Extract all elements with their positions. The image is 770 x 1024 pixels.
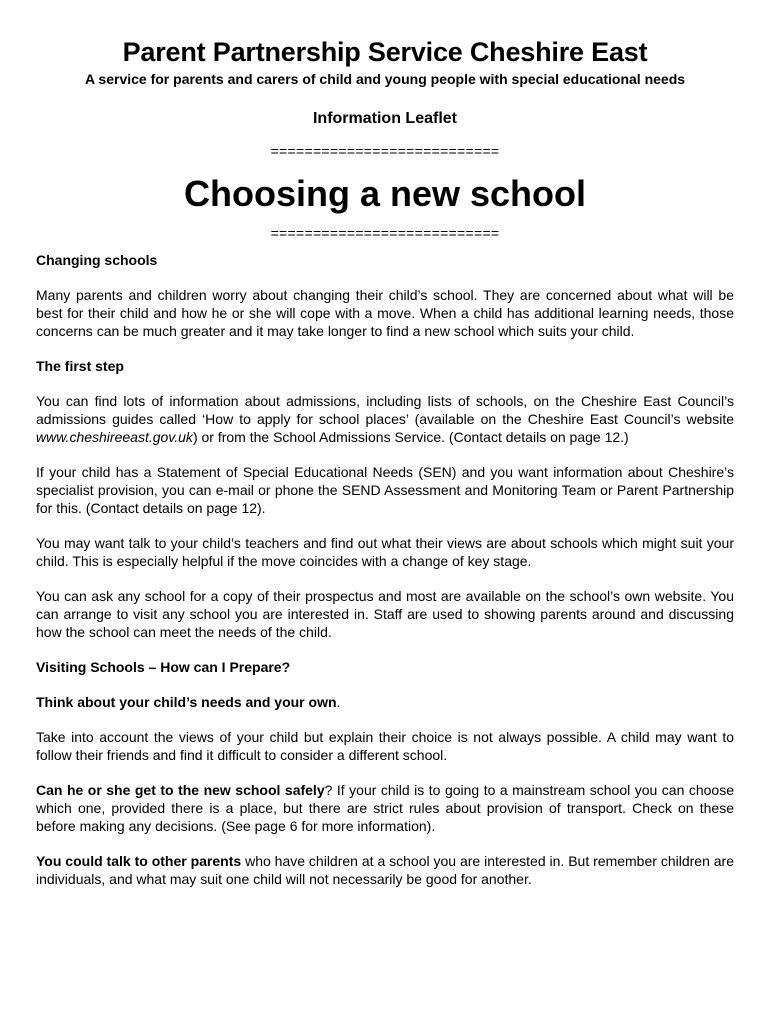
section-heading-changing-schools: Changing schools <box>36 252 158 268</box>
council-website-link[interactable]: www.cheshireeast.gov.uk <box>36 429 193 445</box>
paragraph-prospectus: You can ask any school for a copy of their prospectus and most are available on the school’s own website. You can arrange to visit any school you are interested in. Staff are used to showing parents around and discussing how the school can meet the needs of the child. <box>36 588 734 640</box>
paragraph-sen-statement: If your child has a Statement of Special Educational Needs (SEN) and you want information about Cheshire’s specialist provision, you can e-mail or phone the SEND Assessment and Monitoring Team or Parent Partnership for this. (Contact details on page 12). <box>36 464 734 516</box>
section-heading-visiting-schools: Visiting Schools – How can I Prepare? <box>36 659 291 675</box>
paragraph-admissions-info <box>36 392 734 446</box>
paragraph-transport-bold: Can he or she get to the new school safely <box>36 782 325 798</box>
paragraph-text: You can find lots of information about admissions, including lists of schools, on the Cheshire East Council’s admissions guides called ‘How to apply for school places’ (available on the Cheshire East Council’s website <box>36 393 734 427</box>
subheading-needs <box>36 693 734 711</box>
subheading-needs-bold: Think about your child’s needs and your own <box>36 694 337 710</box>
paragraph-changing-schools: Many parents and children worry about changing their child’s school. They are concerned about what will be best for their child and how he or she will cope with a move. When a child has additional learning needs, those concerns can be much greater and it may take longer to find a new school which suits your child. <box>36 287 734 339</box>
document-body <box>36 251 734 888</box>
subheading-needs-tail: . <box>336 694 341 710</box>
paragraph-transport-text: ? If your child is to going to a mainstream school you can choose which one, provided there is a place, but there are strict rules about provision of transport. Check on these before making any decisions. (See page 6 for more information). <box>36 782 734 834</box>
paragraph-text: ) or from the School Admissions Service. (Contact details on page 12.) <box>192 429 629 445</box>
paragraph-transport <box>36 781 734 835</box>
divider-rule-bottom: =========================== <box>270 225 500 241</box>
paragraph-child-views: Take into account the views of your child but explain their choice is not always possible. A child may want to follow their friends and find it difficult to consider a different school. <box>36 729 734 763</box>
paragraph-other-parents-bold: You could talk to other parents <box>36 853 242 869</box>
section-heading-first-step: The first step <box>36 358 124 374</box>
org-subtitle: A service for parents and carers of child and young people with special educational needs <box>84 71 686 87</box>
org-title: Parent Partnership Service Cheshire East <box>122 37 648 67</box>
paragraph-teachers: You may want talk to your child’s teachers and find out what their views are about schools which might suit your child. This is especially helpful if the move coincides with a change of key stage. <box>36 535 734 569</box>
divider-rule-top: =========================== <box>270 143 500 159</box>
paragraph-other-parents-text: who have children at a school you are interested in. But remember children are individuals, and what may suit one child will not necessarily be good for another. <box>36 853 734 887</box>
paragraph-other-parents <box>36 852 734 888</box>
leaflet-label: Information Leaflet <box>312 110 457 127</box>
document-title: Choosing a new school <box>183 173 587 214</box>
